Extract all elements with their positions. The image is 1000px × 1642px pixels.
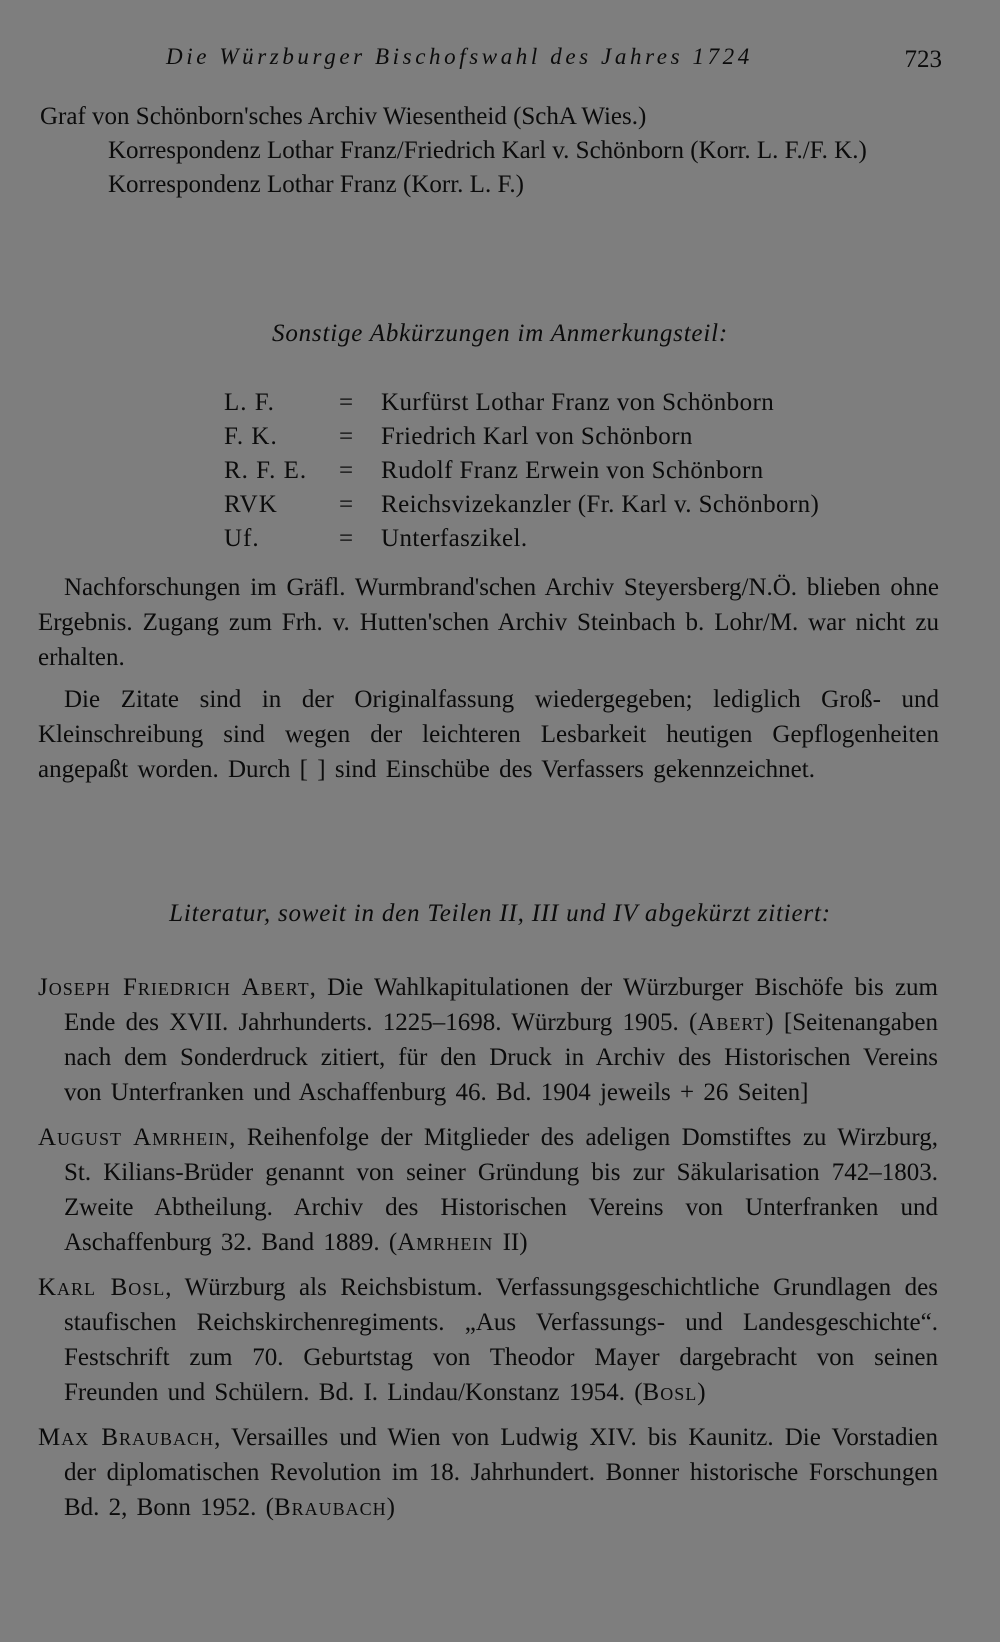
page-number: 723 <box>904 46 942 73</box>
abbreviation-row <box>224 522 819 556</box>
archive-title: Graf von Schönborn'sches Archiv Wiesentheid (SchA Wies.) <box>40 103 647 130</box>
equals-sign: = <box>339 491 354 518</box>
literature-entry <box>38 1120 938 1260</box>
abbreviation-row <box>224 454 819 488</box>
literature-author: Karl Bosl <box>38 1274 166 1301</box>
literature-list <box>38 970 938 1535</box>
abbreviation-code: R. F. E. <box>224 457 308 484</box>
literature-heading: Literatur, soweit in den Teilen II, III und IV abgekürzt zitiert: <box>169 900 831 927</box>
literature-entry <box>38 1270 938 1410</box>
note-paragraph: Die Zitate sind in der Originalfassung wiedergegeben; lediglich Groß- und Kleinschreibung sind wegen der leichteren Lesbarkeit heutigen Gepflogenheiten angepaßt worden. Durch [ ] sind Einschübe des Verfassers gekennzeichnet. <box>38 686 939 783</box>
literature-short-title: Bosl <box>642 1379 698 1406</box>
abbreviation-code: F. K. <box>224 423 278 450</box>
literature-text: , Reihenfolge der Mitglieder des adeligen Domstiftes zu Wirzburg, St. Kilians-Brüder genannt von seiner Gründung bis zur Säkularisation 742–1803. Zweite Abtheilung. Archiv des Historischen Vereins von Unterfranken und Aschaffenburg 32. Band 1889. ( <box>64 1124 938 1256</box>
abbreviations-heading: Sonstige Abkürzungen im Anmerkungsteil: <box>272 320 728 347</box>
literature-entry <box>38 1420 938 1525</box>
literature-short-title: Braubach <box>273 1494 387 1521</box>
literature-short-title: Amrhein <box>397 1229 494 1256</box>
literature-entry <box>38 970 938 1110</box>
literature-text: , Würzburg als Reichsbistum. Verfassungsgeschichtliche Grundlagen des staufischen Reichskirchenregiments. „Aus Verfassungs- und Landesgeschichte“. Festschrift zum 70. Geburtstag von Theodor Mayer dargebracht von seinen Freunden und Schülern. Bd. I. Lindau/Konstanz 1954. ( <box>64 1274 938 1406</box>
abbreviation-definition: Kurfürst Lothar Franz von Schönborn <box>381 389 775 416</box>
abbreviation-row <box>224 488 819 522</box>
abbreviation-code: RVK <box>224 491 278 518</box>
archive-item: Korrespondenz Lothar Franz (Korr. L. F.) <box>108 171 524 198</box>
running-title: Die Würzburger Bischofswahl des Jahres 1724 <box>166 44 753 69</box>
literature-tail: II) <box>493 1229 528 1256</box>
literature-author: Max Braubach <box>38 1424 215 1451</box>
abbreviation-definition: Rudolf Franz Erwein von Schönborn <box>381 457 764 484</box>
abbreviation-row <box>224 386 819 420</box>
literature-short-title: Abert <box>697 1009 766 1036</box>
literature-text: , Die Wahlkapitulationen der Würzburger Bischöfe bis zum Ende des XVII. Jahrhunderts. 1225–1698. Würzburg 1905. ( <box>64 974 938 1036</box>
abbreviation-code: Uf. <box>224 525 260 552</box>
abbreviations-table <box>224 386 819 556</box>
abbreviation-definition: Unterfaszikel. <box>381 525 528 552</box>
equals-sign: = <box>339 423 354 450</box>
archive-item: Korrespondenz Lothar Franz/Friedrich Karl v. Schönborn (Korr. L. F./F. K.) <box>108 137 867 164</box>
research-note <box>38 570 939 675</box>
archive-block <box>40 100 940 202</box>
abbreviation-code: L. F. <box>224 389 275 416</box>
literature-tail: ) <box>386 1494 395 1521</box>
equals-sign: = <box>339 525 354 552</box>
abbreviation-definition: Reichsvizekanzler (Fr. Karl v. Schönborn) <box>381 491 820 518</box>
page-header <box>166 44 942 84</box>
literature-text: , Versailles und Wien von Ludwig XIV. bis Kaunitz. Die Vorstadien der diplomatischen Revolution im 18. Jahrhundert. Bonner historische Forschungen Bd. 2, Bonn 1952. ( <box>64 1424 938 1521</box>
literature-author: August Amrhein <box>38 1124 230 1151</box>
citation-note <box>38 682 939 787</box>
equals-sign: = <box>339 457 354 484</box>
literature-tail: ) <box>697 1379 706 1406</box>
literature-author: Joseph Friedrich Abert <box>38 974 310 1001</box>
note-paragraph: Nachforschungen im Gräfl. Wurmbrand'schen Archiv Steyersberg/N.Ö. blieben ohne Ergebnis. Zugang zum Frh. v. Hutten'schen Archiv Steinbach b. Lohr/M. war nicht zu erhalten. <box>38 574 939 671</box>
equals-sign: = <box>339 389 354 416</box>
abbreviation-definition: Friedrich Karl von Schönborn <box>381 423 693 450</box>
literature-tail: ) [Seitenangaben nach dem Sonderdruck zitiert, für den Druck in Archiv des Historischen Vereins von Unterfranken und Aschaffenburg 46. Bd. 1904 jeweils + 26 Seiten] <box>64 1009 938 1106</box>
abbreviation-row <box>224 420 819 454</box>
